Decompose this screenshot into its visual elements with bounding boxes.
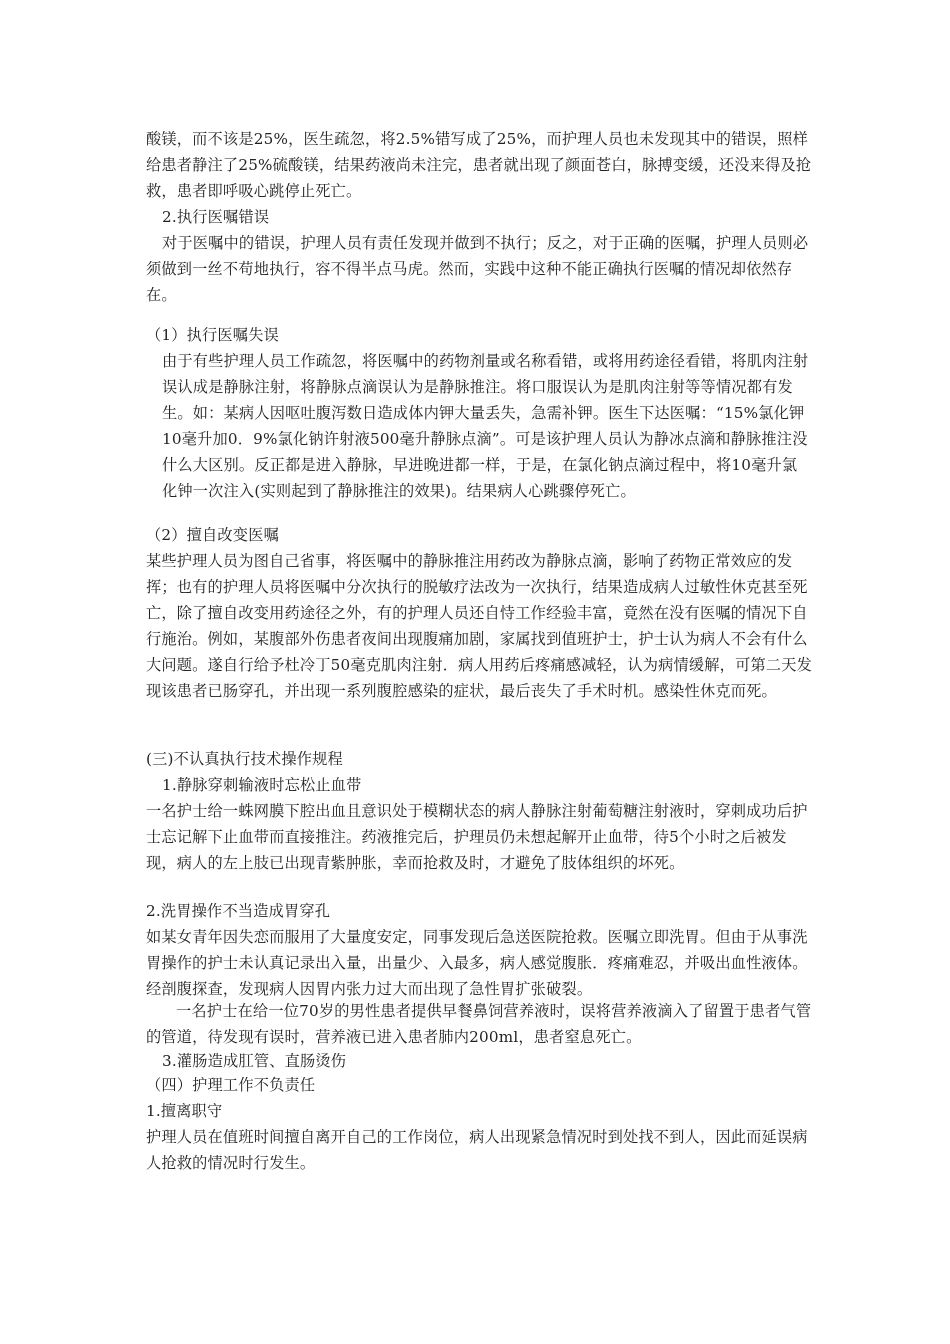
paragraph-3: 由于有些护理人员工作疏忽，将医嘱中的药物剂量或名称看错，或将用药途径看错，将肌肉注射误认成是静脉注射，将静脉点滴误认为是静脉推注。将口服误认为是肌肉注射等等情况都有发生。如：某病人因呕吐腹泻数日造成体内钾大量丢失，急需补钾。医生下达医嘱：“15%氯化钾10毫升加0．9%氯化钠许射液500毫升静脉点滴”。可是该护理人员认为静冰点滴和静脉推注没什么大区别。反正都是进入静脉，早进晚进都一样，于是，在氯化钠点滴过程中，将10毫升氯化钟一次注入(实则起到了静脉推注的效果)。结果病人心跳骤停死亡。	[162, 352, 809, 500]
paragraph-1: 酸镁，而不该是25%，医生疏忽，将2.5%错写成了25%，而护理人员也未发现其中的错误，照样给患者静注了25%硫酸镁，结果药液尚未注完，患者就出现了颜面苍白，脉搏变缓，还没来得及抢救，患者即呼吸心跳停止死亡。	[146, 130, 812, 200]
paragraph-7: 一名护士在给一位70岁的男性患者提供早餐鼻饲营养液时，误将营养液滴入了留置于患者气管的管道，待发现有误时，营养液已进入患者肺内200ml，患者窒息死亡。	[146, 1002, 812, 1046]
paragraph-8: 护理人员在值班时间擅自离开自己的工作岗位，病人出现紧急情况时到处找不到人，因此而延误病人抢救的情况时行发生。	[146, 1128, 808, 1172]
heading-leave-post: 1.擅离职守	[146, 1102, 223, 1120]
paragraph-5: 一名护士给一蛛网膜下腔出血且意识处于模糊状态的病人静脉注射葡萄糖注射液时，穿刺成功后护士忘记解下止血带而直接推注。药液推完后，护理员仍未想起解开止血带，待5个小时之后被发现，病人的左上肢已出现青紫肿胀，幸而抢救及时，才避免了肢体组织的坏死。	[146, 802, 808, 872]
paragraph-2: 对于医嘱中的错误，护理人员有责任发现并做到不执行；反之，对于正确的医嘱，护理人员则必须做到一丝不苟地执行，容不得半点马虎。然而，实践中这种不能正确执行医嘱的情况却依然存在。	[146, 234, 809, 304]
heading-execute-order-error: 2.执行医嘱错误	[162, 208, 270, 226]
heading-enema-burn: 3.灌肠造成肛管、直肠烫伤	[162, 1052, 347, 1070]
paragraph-6: 如某女青年因失恋而服用了大量度安定，同事发现后急送医院抢救。医嘱立即洗胃。但由于从事洗胃操作的护士未认真记录出入量，出量少、入最多，病人感觉腹胀．疼痛难忍，并吸出血性液体。经剖腹探查，发现病人因胃内张力过大而出现了急性胃扩张破裂。	[146, 928, 808, 998]
heading-gastric-lavage: 2.洗胃操作不当造成胃穿孔	[146, 902, 331, 920]
heading-section-three: (三)不认真执行技术操作规程	[146, 750, 343, 768]
heading-change-order: （2）擅自改变医嘱	[146, 526, 279, 544]
paragraph-4: 某些护理人员为图自己省事，将医嘱中的静脉推注用药改为静脉点滴，影响了药物正常效应的发挥；也有的护理人员将医嘱中分次执行的脱敏疗法改为一次执行，结果造成病人过敏性休克甚至死亡，除了擅自改变用药途径之外，有的护理人员还自恃工作经验丰富，竟然在没有医嘱的情况下自行施治。例如，某腹部外伤患者夜间出现腹痛加剧，家属找到值班护士，护士认为病人不会有什么大问题。遂自行给予杜冷丁50毫克肌肉注射．病人用药后疼痛感减轻，认为病情缓解，可第二天发现该患者已肠穿孔，并出现一系列腹腔感染的症状，最后丧失了手术时机。感染性休克而死。	[146, 552, 813, 700]
heading-section-four: （四）护理工作不负责任	[146, 1076, 316, 1094]
heading-execute-order-mistake: （1）执行医嘱失误	[146, 326, 279, 344]
heading-tourniquet: 1.静脉穿刺输液时忘松止血带	[162, 776, 362, 794]
